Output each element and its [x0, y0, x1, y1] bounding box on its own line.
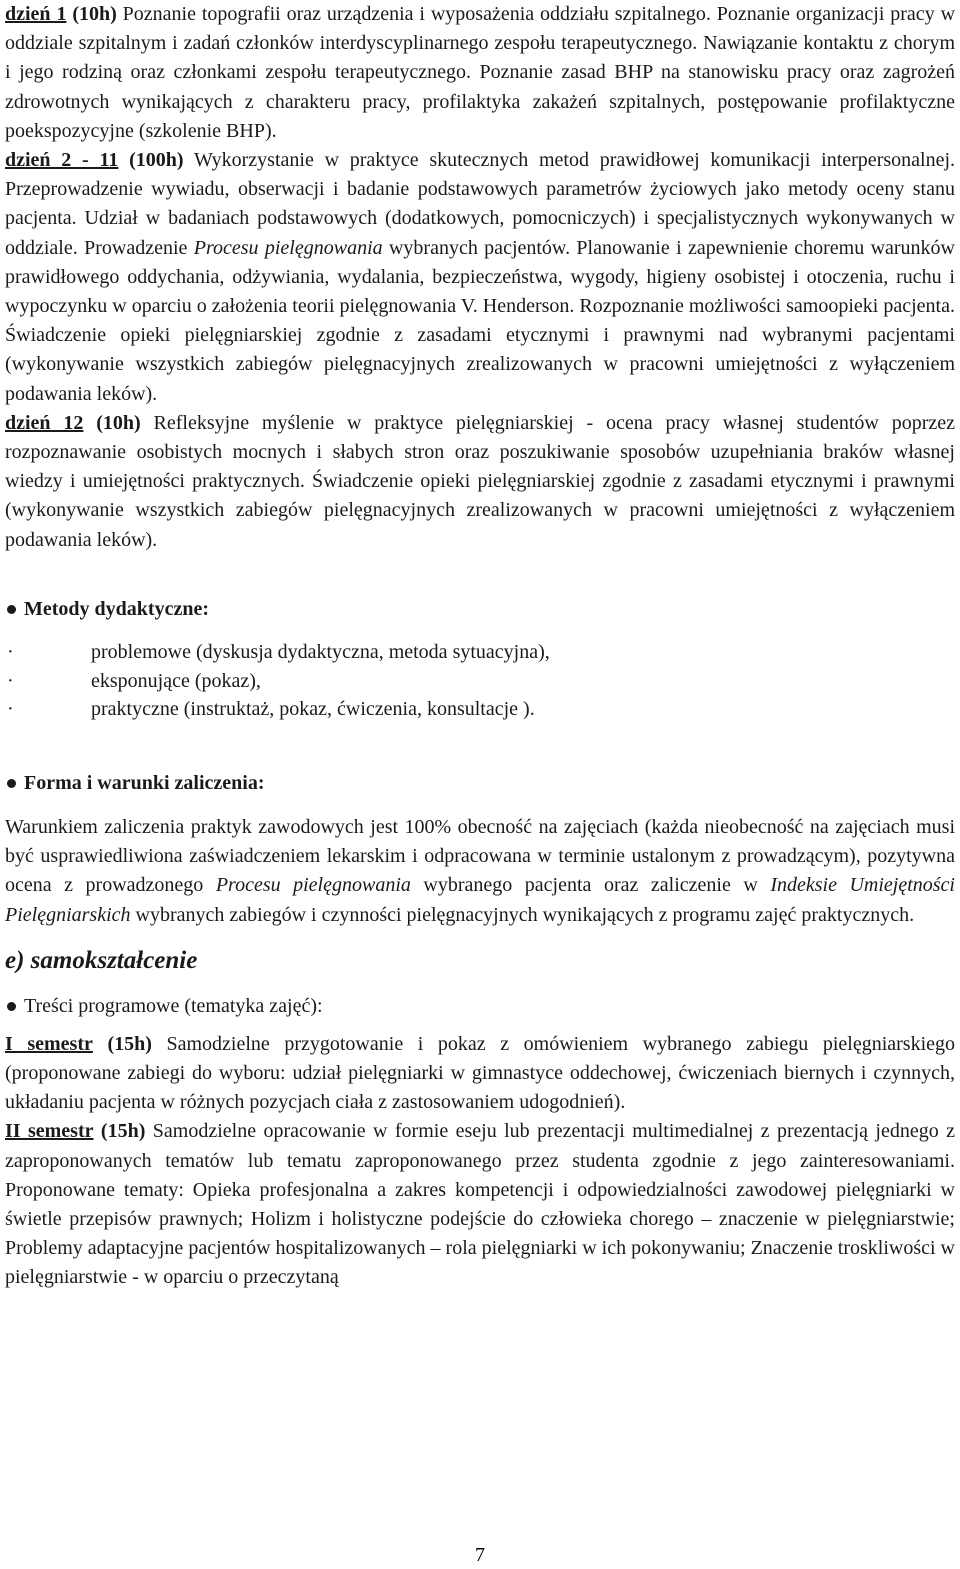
paragraph-semester-1	[5, 1030, 955, 1118]
paragraph-day-12	[5, 409, 955, 555]
day-1-hours: (10h)	[72, 3, 117, 25]
bullet-icon	[7, 779, 16, 788]
semester-2-hours: (15h)	[100, 1120, 146, 1143]
form-text-a: Warunkiem zaliczenia praktyk zawodowych jest 100% obecność na zajęciach (każda nieobecność na zajęciach musi być usprawiedliwiona zaświadczeniem lekarskim i odpracowana w terminie ustalonym z prowadzącym), pozytywna ocena z prowadzonego	[5, 815, 955, 897]
spacer	[5, 1021, 955, 1030]
semester-1-hours: (15h)	[107, 1032, 152, 1055]
section-e-subheading-text: Treści programowe (tematyka zajęć):	[24, 994, 323, 1017]
form-text-b: wybranego pacjenta oraz zaliczenie w	[410, 874, 771, 897]
page-number: 7	[475, 1544, 485, 1566]
list-marker: ·	[7, 669, 14, 692]
list-item	[7, 638, 955, 667]
paragraph-semester-2	[5, 1117, 955, 1292]
day-2-11-text-b: wybranych pacjentów. Planowanie i zapewnienie choremu warunków prawidłowego oddychania, odżywiania, wydalania, bezpieczeństwa, wygody, higieny osobistej i otoczenia, ruchu i wypoczynku w oparciu o założenia teorii pielęgnowania V. Henderson. Rozpoznanie możliwości samoopieki pacjenta. Świadczenie opieki pielęgniarskiej zgodnie z zasadami etycznymi i prawnymi nad wybranymi pacjentami (wykonywanie wszystkich zabiegów pielęgnacyjnych zrealizowanych w pracowni umiejętności z wyłączeniem podawania leków).	[5, 236, 955, 405]
bullet-icon	[7, 605, 16, 614]
list-item	[7, 667, 955, 696]
day-1-label: dzień 1	[5, 3, 67, 25]
form-italic-a: Procesu pielęgnowania	[215, 874, 411, 897]
list-item-text: problemowe (dyskusja dydaktyczna, metoda sytuacyjna),	[91, 640, 550, 663]
spacer	[5, 798, 955, 813]
day-12-text: Refleksyjne myślenie w praktyce pielęgniarskiej - ocena pracy własnej studentów poprzez rozpoznawanie osobistych mocnych i słabych stron oraz poszukiwanie sposobów uzupełniania braków własnej wiedzy i umiejętności praktycznych. Świadczenie opieki pielęgniarskiej zgodnie z zasadami etycznymi i prawnymi (wykonywanie wszystkich zabiegów pielęgnacyjnych zrealizowanych w pracowni umiejętności z wyłączeniem podawania leków).	[5, 411, 955, 551]
day-2-11-label: dzień 2 - 11	[5, 149, 119, 172]
paragraph-day-2-11	[5, 146, 955, 409]
day-2-11-hours: (100h)	[129, 149, 184, 172]
form-heading-text: Forma i warunki zaliczenia:	[24, 771, 265, 794]
day-1-text: Poznanie topografii oraz urządzenia i wyposażenia oddziału szpitalnego. Poznanie organizacji pracy w oddziale szpitalnym i zadań członków interdyscyplinarnego zespołu terapeutycznego. Nawiązanie kontaktu z chorym i jego rodziną oraz członkami zespołu terapeutycznego. Poznanie zasad BHP na stanowisku pracy oraz zagrożeń zdrowotnych wynikających z charakteru pracy, profilaktyka zakażeń szpitalnych, postępowanie profilaktyczne poekspozycyjne (szkolenie BHP).	[5, 3, 956, 142]
bullet-icon	[7, 1002, 16, 1011]
spacer	[5, 724, 955, 769]
semester-1-text: Samodzielne przygotowanie i pokaz z omówieniem wybranego zabiegu pielęgniarskiego (proponowane zabiegi do wyboru: udział pielęgniarki w gimnastyce oddechowej, ćwiczeniach biernych i czynnych, układaniu pacjenta w różnych pozycjach ciała z zastosowaniem udogodnień).	[5, 1032, 956, 1114]
form-italic-b: Indeksie Umiejętności Pielęgniarskich	[5, 874, 955, 926]
paragraph-day-1	[5, 0, 955, 146]
form-heading	[5, 769, 955, 798]
spacer	[5, 624, 955, 638]
list-item-text: eksponujące (pokaz),	[91, 669, 261, 692]
form-text-c: wybranych zabiegów i czynności pielęgnacyjnych wynikających z programu zajęć praktycznych.	[130, 903, 915, 926]
day-12-hours: (10h)	[96, 411, 141, 434]
list-marker: ·	[7, 698, 14, 721]
semester-2-label: II semestr	[5, 1120, 94, 1143]
section-e-subheading	[5, 992, 955, 1021]
methods-list	[5, 638, 955, 724]
methods-heading-text: Metody dydaktyczne:	[24, 597, 209, 620]
day-2-11-italic: Procesu pielęgnowania	[193, 236, 383, 259]
list-item	[7, 695, 955, 724]
methods-heading	[5, 595, 955, 624]
day-2-11-text-a: Wykorzystanie w praktyce skutecznych metod prawidłowej komunikacji interpersonalnej. Przeprowadzenie wywiadu, obserwacji i badanie podstawowych parametrów życiowych jako metody oceny stanu pacjenta. Udział w badaniach podstawowych (dodatkowych, pomocniczych) i specjalistycznych wykonywanych w oddziale. Prowadzenie	[5, 149, 955, 259]
semester-1-label: I semestr	[5, 1032, 93, 1055]
list-item-text: praktyczne (instruktaż, pokaz, ćwiczenia, konsultacje ).	[91, 698, 535, 721]
paragraph-form	[5, 813, 955, 930]
semester-2-text: Samodzielne opracowanie w formie eseju lub prezentacji multimedialnej z prezentacją jednego z zaproponowanych tematów lub tematu zaproponowanego przez studenta zgodnie z jego zainteresowaniami. Proponowane tematy: Opieka profesjonalna a zakres kompetencji i odpowiedzialności zawodowej pielęgniarki w świetle przepisów prawnych; Holizm i holistyczne podejście do człowieka chorego – znaczenie w pielęgniarstwie; Problemy adaptacyjne pacjentów hospitalizowanych – rola pielęgniarki w ich pokonywaniu; Znaczenie troskliwości w pielęgniarstwie - w oparciu o przeczytaną	[5, 1120, 955, 1289]
spacer	[5, 976, 955, 992]
spacer	[5, 555, 955, 595]
list-marker: ·	[7, 640, 14, 663]
spacer	[5, 930, 955, 946]
day-12-label: dzień 12	[5, 411, 84, 434]
section-e-title: e) samokształcenie	[5, 946, 198, 974]
